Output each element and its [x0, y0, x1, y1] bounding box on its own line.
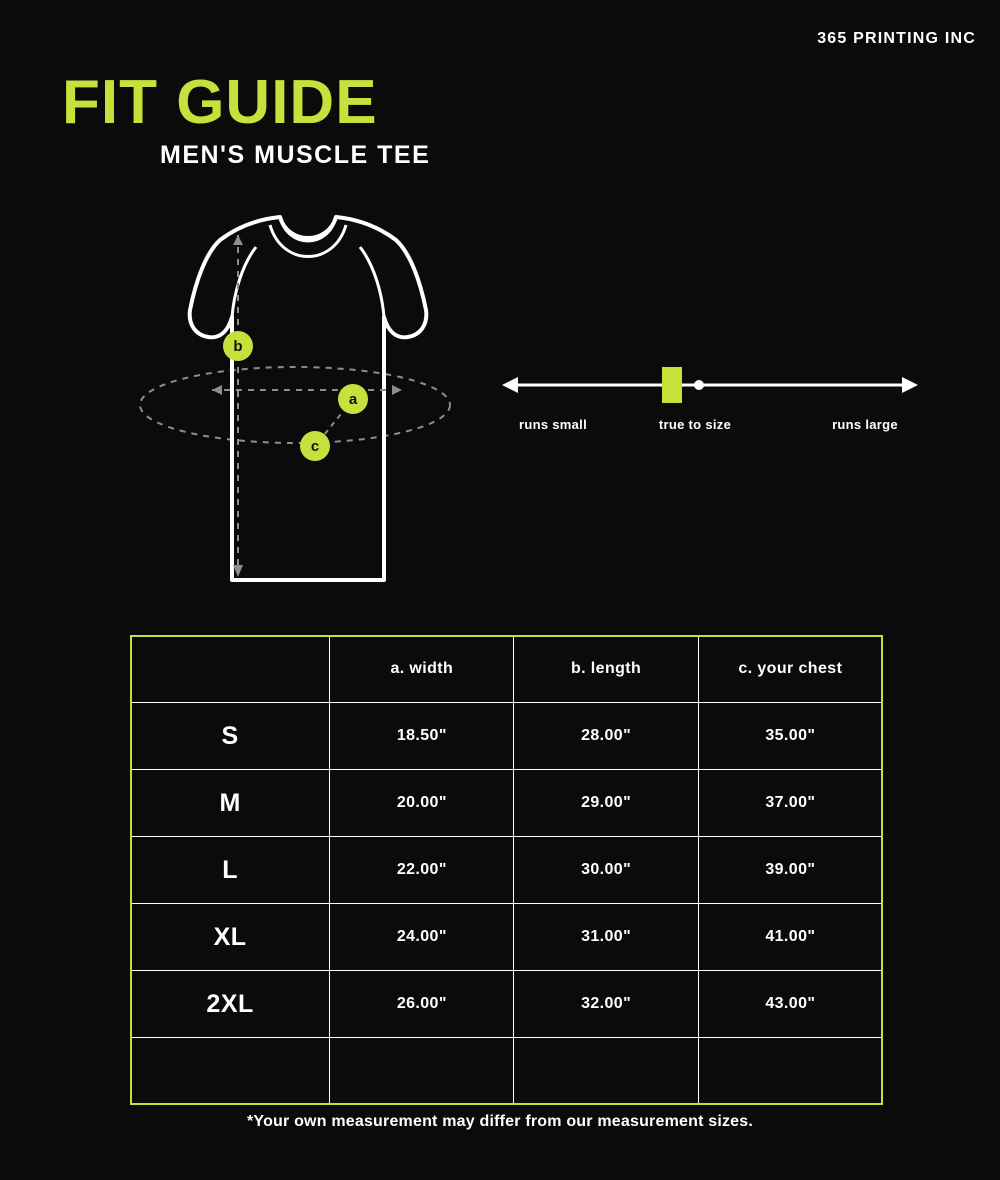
table-row	[131, 971, 883, 1038]
fit-scale-label-true-to-size: true to size	[658, 417, 732, 432]
row-size-label: S	[131, 703, 330, 770]
row-size-label: 2XL	[131, 971, 330, 1038]
row-size-label: M	[131, 770, 330, 837]
row-width-value: 22.00"	[330, 837, 514, 904]
row-chest-value: 41.00"	[698, 904, 882, 971]
table-header-chest: c. your chest	[698, 636, 882, 703]
row-width-value	[330, 1038, 514, 1105]
badge-c: c	[300, 431, 330, 461]
row-size-label	[131, 1038, 330, 1105]
row-chest-value: 39.00"	[698, 837, 882, 904]
badge-b: b	[223, 331, 253, 361]
page-title: FIT GUIDE	[62, 68, 378, 137]
table-header-length: b. length	[514, 636, 698, 703]
table-header-blank	[131, 636, 330, 703]
fit-scale-label-runs-large: runs large	[832, 417, 898, 432]
row-width-value: 26.00"	[330, 971, 514, 1038]
row-chest-value: 37.00"	[698, 770, 882, 837]
table-row	[131, 837, 883, 904]
table-row	[131, 904, 883, 971]
row-size-label: XL	[131, 904, 330, 971]
row-width-value: 18.50"	[330, 703, 514, 770]
row-length-value: 30.00"	[514, 837, 698, 904]
row-chest-value: 43.00"	[698, 971, 882, 1038]
row-chest-value: 35.00"	[698, 703, 882, 770]
row-width-value: 24.00"	[330, 904, 514, 971]
row-width-value: 20.00"	[330, 770, 514, 837]
table-header-width: a. width	[330, 636, 514, 703]
fit-scale-label-runs-small: runs small	[518, 417, 588, 432]
row-length-value: 31.00"	[514, 904, 698, 971]
muscle-tee-drawing	[120, 205, 520, 605]
row-length-value: 32.00"	[514, 971, 698, 1038]
badge-a: a	[338, 384, 368, 414]
fit-scale-axis	[500, 355, 920, 415]
table-row	[131, 770, 883, 837]
table-row	[131, 703, 883, 770]
brand-name: 365 PRINTING INC	[817, 30, 976, 47]
row-length-value	[514, 1038, 698, 1105]
table-header-row	[131, 636, 883, 703]
row-length-value: 29.00"	[514, 770, 698, 837]
row-chest-value	[698, 1038, 882, 1105]
page-subtitle: MEN'S MUSCLE TEE	[160, 141, 431, 169]
size-chart	[130, 635, 883, 1105]
fit-scale	[500, 355, 920, 475]
row-size-label: L	[131, 837, 330, 904]
table-row	[131, 1038, 883, 1105]
size-table	[130, 635, 883, 1105]
footnote: *Your own measurement may differ from our measurement sizes.	[246, 1113, 754, 1130]
garment-illustration	[120, 205, 520, 605]
row-length-value: 28.00"	[514, 703, 698, 770]
